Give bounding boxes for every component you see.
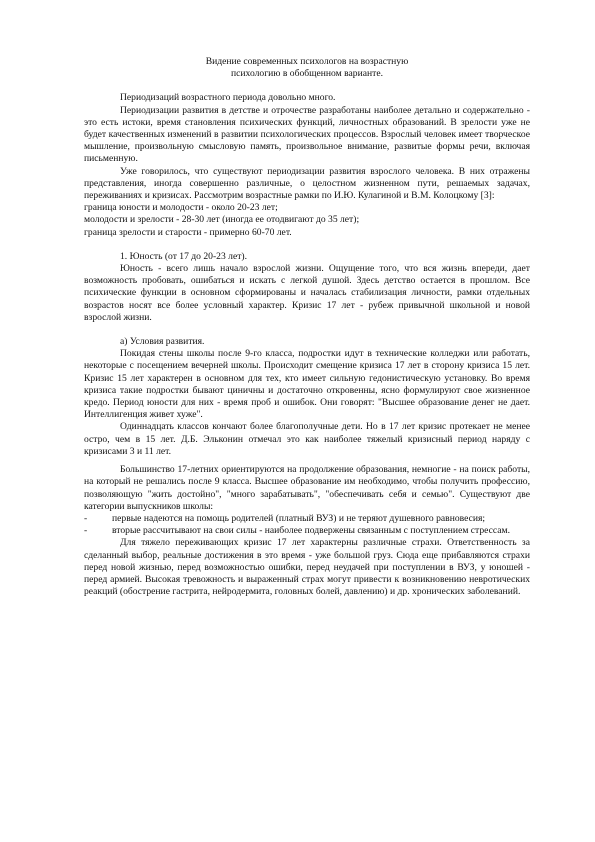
- list-item: [84, 513, 530, 525]
- list-item-text: вторые рассчитывают на свои силы - наиболее подвержены связанным с поступлением стрессам.: [112, 525, 511, 537]
- document-title-line-1: Видение современных психологов на возрастную: [205, 56, 409, 67]
- paragraph-leaving-school: Покидая стены школы после 9-го класса, подростки идут в технические колледжи или работать, некоторые с посещением вечерней школы. Происходит смещение кризиса 17 лет в сторону кризиса 15 лет. Кризис 15 лет характерен в основном для тех, кто имеет сильную гедонистическую установку. Во время кризиса такие подростки бывают циничны и достаточно откровенны, ясно формулируют свое жизненное кредо. Период юности для них - время проб и ошибок. Они говорят: "Высшее образование денег не дает. Интеллигенция живет хуже".: [84, 348, 530, 421]
- spacer: [84, 239, 530, 251]
- paragraph-adult-development: Уже говорилось, что существуют периодизации развития взрослого человека. В них отражены представления, иногда совершенно различные, о целостном жизненном пути, решаемых задачах, переживаниях и кризисах. Рассмотрим возрастные рамки по И.Ю. Кулагиной и В.М. Колоцкому [3]:: [84, 165, 530, 202]
- subsection-heading-conditions: а) Условия развития.: [120, 336, 205, 348]
- list-dash: -: [84, 512, 88, 524]
- document-title-line-2: психологию в обобщенном варианте.: [231, 68, 383, 80]
- age-boundary-item-2: молодости и зрелости - 28-30 лет (иногда ее отодвигают до 35 лет);: [84, 214, 360, 226]
- paragraph-education-orientation: Большинство 17-летних ориентируются на продолжение образования, немногие - на поиск работы, на который не решались после 9 класса. Высшее образование им необходимо, чтобы получить профессию, позволяющую "жить достойно", "много зарабатывать", "обеспечивать себя и семью". Существуют две категории выпускников школы:: [84, 464, 530, 512]
- paragraph-fears: Для тяжело переживающих кризис 17 лет характерны различные страхи. Ответственность за сделанный выбор, реальные достижения в это время - уже большой груз. Сюда еще прибавляются страхи перед новой жизнью, перед возможностью ошибки, перед неудачей при поступлении в ВУЗ, у юношей - перед армией. Высокая тревожность и выраженный страх могут привести к возникновению невротических реакций (обострение гастрита, нейродермита, головных болей, давлению) и др. хронических заболеваний.: [84, 537, 530, 598]
- section-heading-youth: 1. Юность (от 17 до 20-23 лет).: [120, 250, 247, 262]
- spacer: [84, 324, 530, 336]
- document-page: [84, 56, 530, 598]
- list-item: [84, 525, 530, 537]
- list-dash: -: [84, 525, 88, 537]
- list-item-text: первые надеются на помощь родителей (платный ВУЗ) и не теряют душевного равновесия;: [112, 512, 486, 524]
- paragraph-intro: Периодизаций возрастного периода довольно много.: [120, 92, 336, 104]
- age-boundary-item-1: граница юности и молодости - около 20-23 лет;: [84, 202, 278, 214]
- spacer: [84, 80, 530, 92]
- age-boundary-item-3: граница зрелости и старости - примерно 60-70 лет.: [84, 226, 292, 238]
- paragraph-eleven-grades: Одиннадцать классов кончают более благополучные дети. Но в 17 лет кризис протекает не менее остро, чем в 15 лет. Д.Б. Эльконин отмечал это как наиболее тяжелый кризисный период наряду с кризисами 3 и 11 лет.: [84, 421, 530, 457]
- paragraph-youth: Юность - всего лишь начало взрослой жизни. Ощущение того, что вся жизнь впереди, дает возможность пробовать, ошибаться и искать с легкой душой. Здесь детство остается в прошлом. Все психические функции в основном сформированы и началась стабилизация личности, рамки отдельных возрастов носят все более условный характер. Кризис 17 лет - рубеж привычной школьной и новой взрослой жизни.: [84, 263, 530, 323]
- paragraph-periodization: Периодизации развития в детстве и отрочестве разработаны наиболее детально и содержательно - это есть истоки, время становления психических функций, личностных образований. В зрелости уже не будет качественных изменений в развитии психологических процессов. Взрослый человек имеет творческое мышление, произвольную смысловую память, произвольное внимание, развитые формы речи, включая письменную.: [84, 104, 530, 165]
